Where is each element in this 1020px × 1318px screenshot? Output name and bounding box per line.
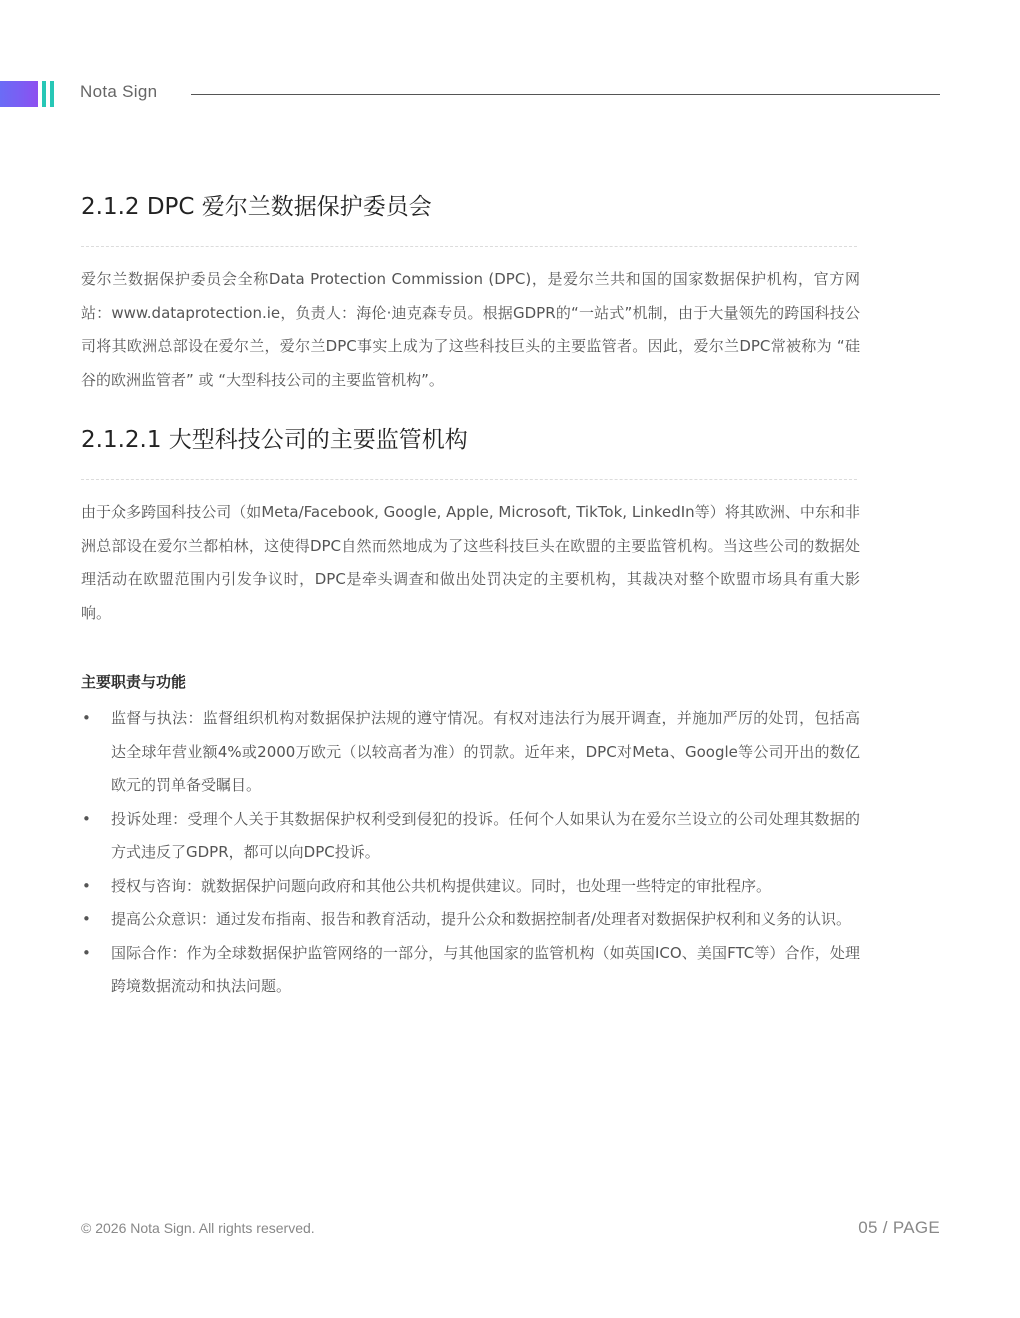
header-divider — [191, 94, 940, 95]
footer-copyright: © 2026 Nota Sign. All rights reserved. — [81, 1220, 315, 1236]
subsection-paragraph: 由于众多跨国科技公司（如Meta/Facebook, Google, Apple, Microsoft, TikTok, LinkedIn等）将其欧洲、中东和非洲总部设在爱尔兰都柏林，这使得DPC自然而然地成为了这些科技巨头在欧盟的主要监管机构。当这些公司的数据处理活动在欧盟范围内引发争议时，DPC是牵头调查和做出处罚决定的主要机构，其裁决对整个欧盟市场具有重大影响。 — [81, 503, 860, 622]
section-intro-paragraph: 爱尔兰数据保护委员会全称Data Protection Commission (DPC)，是爱尔兰共和国的国家数据保护机构，官方网站：www.dataprotection.ie，负责人：海伦·迪克森专员。根据GDPR的“一站式”机制，由于大量领先的跨国科技公司将其欧洲总部设在爱尔兰，爱尔兰DPC事实上成为了这些科技巨头的主要监管者。因此，爱尔兰DPC常被称为 “硅谷的欧洲监管者” 或 “大型科技公司的主要监管机构”。 — [81, 270, 860, 389]
bullet-marker: • — [82, 809, 91, 828]
bullet-marker: • — [82, 910, 91, 928]
list-item — [81, 937, 860, 1004]
duties-heading: 主要职责与功能 — [81, 673, 187, 691]
brand-gradient-block — [0, 81, 38, 107]
bullet-marker: • — [82, 943, 91, 962]
brand-logo-mark — [0, 81, 56, 107]
subsection-divider — [81, 479, 857, 480]
duties-list — [81, 702, 860, 1004]
section-title: 2.1.2 DPC 爱尔兰数据保护委员会 — [81, 194, 432, 220]
list-item-text: 投诉处理：受理个人关于其数据保护权利受到侵犯的投诉。任何个人如果认为在爱尔兰设立的公司处理其数据的方式违反了GDPR，都可以向DPC投诉。 — [111, 809, 860, 861]
section-divider — [81, 246, 857, 247]
list-item-text: 国际合作：作为全球数据保护监管网络的一部分，与其他国家的监管机构（如英国ICO、美国FTC等）合作，处理跨境数据流动和执法问题。 — [111, 943, 860, 995]
list-item — [81, 870, 860, 904]
brand-accent-bar — [50, 81, 54, 107]
list-item-text: 授权与咨询：就数据保护问题向政府和其他公共机构提供建议。同时，也处理一些特定的审批程序。 — [111, 876, 772, 895]
header-brand-name: Nota Sign — [80, 82, 158, 101]
list-item-text: 提高公众意识：通过发布指南、报告和教育活动，提升公众和数据控制者/处理者对数据保护权利和义务的认识。 — [111, 910, 852, 928]
list-item — [81, 803, 860, 870]
list-item — [81, 903, 860, 937]
list-item — [81, 702, 860, 803]
bullet-marker: • — [82, 876, 91, 895]
brand-accent-bar — [42, 81, 46, 107]
page-content — [81, 190, 860, 1004]
list-item-text: 监督与执法：监督组织机构对数据保护法规的遵守情况。有权对违法行为展开调查，并施加严厉的处罚，包括高达全球年营业额4%或2000万欧元（以较高者为准）的罚款。近年来，DPC对Meta、Google等公司开出的数亿欧元的罚单备受瞩目。 — [111, 709, 860, 794]
subsection-title: 2.1.2.1 大型科技公司的主要监管机构 — [81, 427, 468, 453]
bullet-marker: • — [82, 709, 91, 727]
page-number: 05 / PAGE — [858, 1218, 940, 1237]
